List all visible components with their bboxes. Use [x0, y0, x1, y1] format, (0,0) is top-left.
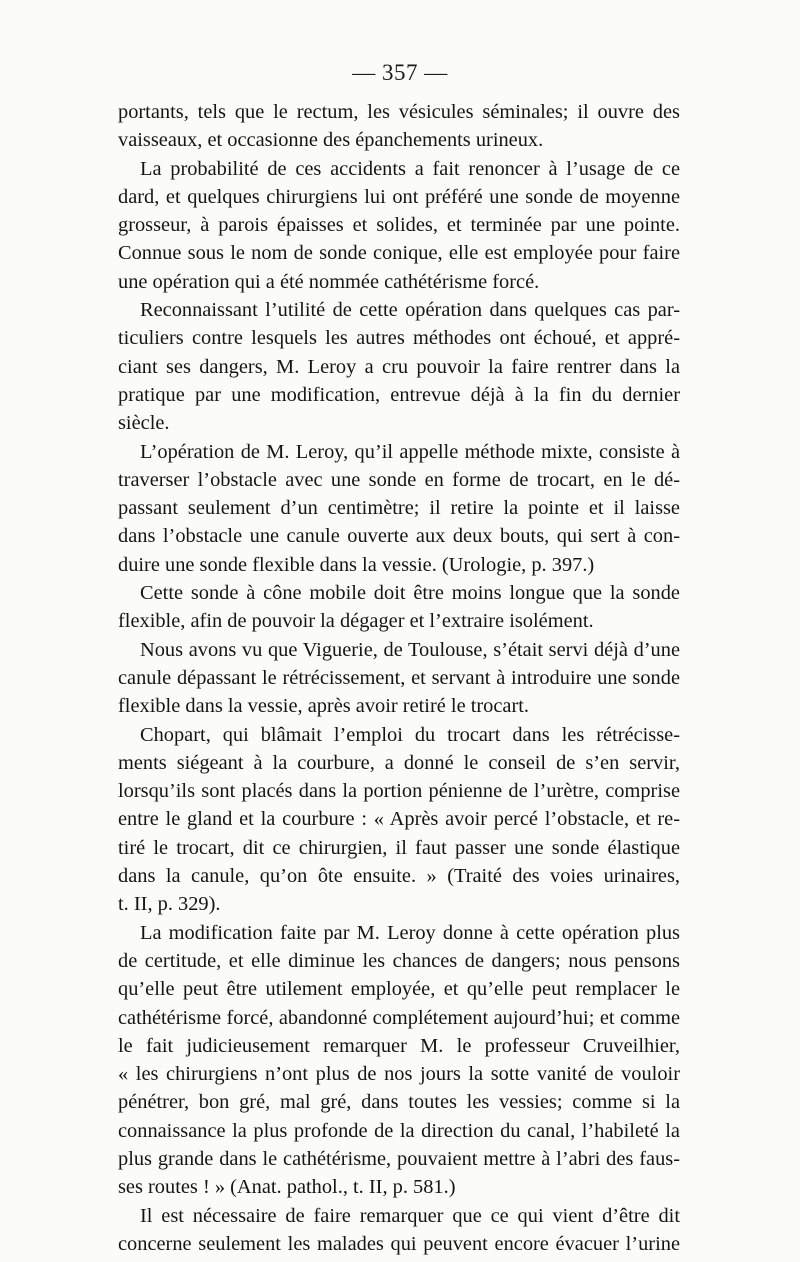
- text-line: flexible dans la vessie, après avoir retiré le trocart.: [118, 695, 530, 718]
- text-line: Il est nécessaire de faire remarquer que ce qui vient d’être dit: [140, 1204, 680, 1227]
- text-line: une opération qui a été nommée cathétérisme forcé.: [118, 270, 540, 293]
- text-line: ticuliers contre lesquels les autres méthodes ont échoué, et appré-: [118, 327, 680, 350]
- text-line: concerne seulement les malades qui peuvent encore évacuer l’urine: [118, 1232, 680, 1255]
- text-line: passant seulement d’un centimètre; il retire la pointe et il laisse: [118, 497, 680, 520]
- text-line: pénétrer, bon gré, mal gré, dans toutes les vessies; comme si la: [118, 1091, 680, 1114]
- text-line: « les chirurgiens n’ont plus de nos jours la sotte vanité de vouloir: [118, 1063, 680, 1086]
- text-line: traverser l’obstacle avec une sonde en forme de trocart, en le dé-: [118, 468, 680, 491]
- text-line: cathétérisme forcé, abandonné complétement aujourd’hui; et comme: [118, 1006, 680, 1029]
- text-line: canule dépassant le rétrécissement, et servant à introduire une sonde: [118, 666, 680, 689]
- text-line: de certitude, et elle diminue les chances de dangers; nous pensons: [118, 949, 680, 972]
- text-line: vaisseaux, et occasionne des épanchements urineux.: [118, 129, 544, 152]
- text-line: Nous avons vu que Viguerie, de Toulouse, s’était servi déjà d’une: [140, 638, 680, 661]
- text-line: ses routes ! » (Anat. pathol., t. II, p. 581.): [118, 1176, 456, 1199]
- text-line: Chopart, qui blâmait l’emploi du trocart dans les rétrécisse-: [140, 723, 680, 746]
- page-number: — 357 —: [352, 60, 448, 85]
- text-line: dans l’obstacle une canule ouverte aux deux bouts, qui sert à con-: [118, 525, 680, 548]
- text-line: ciant ses dangers, M. Leroy a cru pouvoir la faire rentrer dans la: [118, 355, 680, 378]
- text-line: pratique par une modification, entrevue déjà à la fin du dernier: [118, 383, 680, 406]
- text-line: qu’elle peut être utilement employée, et qu’elle peut remplacer le: [118, 978, 680, 1001]
- text-line: dard, et quelques chirurgiens lui ont préféré une sonde de moyenne: [118, 185, 680, 208]
- text-line: t. II, p. 329).: [118, 893, 221, 916]
- text-line: Cette sonde à cône mobile doit être moins longue que la sonde: [140, 582, 680, 605]
- text-line: Connue sous le nom de sonde conique, elle est employée pour faire: [118, 242, 680, 265]
- text-line: La modification faite par M. Leroy donne à cette opération plus: [140, 921, 680, 944]
- text-line: dans la canule, qu’on ôte ensuite. » (Traité des voies urinaires,: [118, 865, 680, 888]
- text-line: tiré le trocart, dit ce chirurgien, il faut passer une sonde élastique: [118, 836, 680, 859]
- text-line: le fait judicieusement remarquer M. le professeur Cruveilhier,: [118, 1034, 680, 1057]
- text-line: ments siégeant à la courbure, a donné le conseil de s’en servir,: [118, 751, 680, 774]
- text-line: plus grande dans le cathétérisme, pouvaient mettre à l’abri des faus-: [118, 1147, 680, 1170]
- text-line: La probabilité de ces accidents a fait renoncer à l’usage de ce: [140, 157, 680, 180]
- text-line: L’opération de M. Leroy, qu’il appelle méthode mixte, consiste à: [140, 440, 680, 463]
- text-line: grosseur, à parois épaisses et solides, et terminée par une pointe.: [118, 214, 680, 237]
- text-line: entre le gland et la courbure : « Après avoir percé l’obstacle, et re-: [118, 808, 680, 831]
- text-line: portants, tels que le rectum, les vésicules séminales; il ouvre des: [118, 101, 680, 123]
- text-line: duire une sonde flexible dans la vessie. (Urologie, p. 397.): [118, 553, 595, 576]
- text-line: Reconnaissant l’utilité de cette opération dans quelques cas par-: [140, 299, 680, 322]
- text-line: flexible, afin de pouvoir la dégager et l’extraire isolément.: [118, 610, 594, 633]
- text-line: siècle.: [118, 412, 170, 435]
- text-line: connaissance la plus profonde de la direction du canal, l’habileté la: [118, 1119, 680, 1142]
- text-line: lorsqu’ils sont placés dans la portion pénienne de l’urètre, comprise: [118, 780, 680, 803]
- body-text: [118, 98, 680, 1258]
